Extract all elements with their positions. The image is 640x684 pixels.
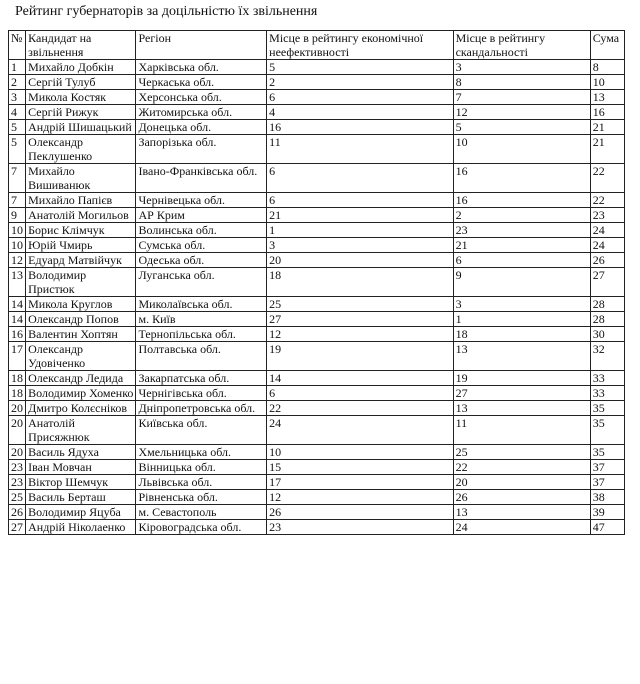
cell-region: Харківська обл.	[136, 60, 267, 75]
table-row	[9, 120, 625, 135]
cell-candidate: Анатолій Присяжнюк	[26, 416, 136, 445]
cell-number: 18	[9, 371, 26, 386]
cell-region: Одеська обл.	[136, 253, 267, 268]
cell-economic-rank: 3	[267, 238, 453, 253]
cell-region: Херсонська обл.	[136, 90, 267, 105]
cell-sum: 47	[590, 520, 624, 535]
cell-region: Закарпатська обл.	[136, 371, 267, 386]
cell-number: 20	[9, 445, 26, 460]
table-row	[9, 105, 625, 120]
cell-region: Житомирська обл.	[136, 105, 267, 120]
cell-region: Черкаська обл.	[136, 75, 267, 90]
cell-scandal-rank: 1	[453, 312, 590, 327]
cell-sum: 30	[590, 327, 624, 342]
cell-economic-rank: 27	[267, 312, 453, 327]
cell-region: Сумська обл.	[136, 238, 267, 253]
cell-number: 3	[9, 90, 26, 105]
cell-economic-rank: 19	[267, 342, 453, 371]
cell-sum: 22	[590, 164, 624, 193]
cell-region: Львівська обл.	[136, 475, 267, 490]
cell-candidate: Іван Мовчан	[26, 460, 136, 475]
table-row	[9, 445, 625, 460]
cell-region: Запорізька обл.	[136, 135, 267, 164]
cell-region: Чернігівська обл.	[136, 386, 267, 401]
cell-scandal-rank: 22	[453, 460, 590, 475]
cell-economic-rank: 5	[267, 60, 453, 75]
cell-number: 17	[9, 342, 26, 371]
cell-sum: 38	[590, 490, 624, 505]
cell-candidate: Олександр Пеклушенко	[26, 135, 136, 164]
cell-number: 5	[9, 135, 26, 164]
cell-sum: 23	[590, 208, 624, 223]
cell-economic-rank: 1	[267, 223, 453, 238]
cell-scandal-rank: 13	[453, 401, 590, 416]
cell-sum: 33	[590, 371, 624, 386]
table-row	[9, 135, 625, 164]
cell-sum: 24	[590, 238, 624, 253]
cell-candidate: Михайло Вишиванюк	[26, 164, 136, 193]
cell-candidate: Володимир Хоменко	[26, 386, 136, 401]
cell-sum: 13	[590, 90, 624, 105]
table-row	[9, 327, 625, 342]
table-row	[9, 75, 625, 90]
cell-scandal-rank: 27	[453, 386, 590, 401]
table-row	[9, 238, 625, 253]
cell-scandal-rank: 12	[453, 105, 590, 120]
cell-sum: 28	[590, 312, 624, 327]
cell-scandal-rank: 2	[453, 208, 590, 223]
cell-candidate: Анатолій Могильов	[26, 208, 136, 223]
cell-economic-rank: 10	[267, 445, 453, 460]
cell-economic-rank: 18	[267, 268, 453, 297]
cell-economic-rank: 25	[267, 297, 453, 312]
table-row	[9, 60, 625, 75]
table-row	[9, 297, 625, 312]
cell-scandal-rank: 20	[453, 475, 590, 490]
cell-economic-rank: 6	[267, 90, 453, 105]
header-region: Регіон	[136, 31, 267, 60]
cell-sum: 35	[590, 401, 624, 416]
header-number: №	[9, 31, 26, 60]
cell-scandal-rank: 26	[453, 490, 590, 505]
cell-region: м. Київ	[136, 312, 267, 327]
cell-number: 7	[9, 193, 26, 208]
cell-region: АР Крим	[136, 208, 267, 223]
cell-economic-rank: 6	[267, 193, 453, 208]
cell-number: 13	[9, 268, 26, 297]
cell-scandal-rank: 18	[453, 327, 590, 342]
rating-table	[8, 30, 625, 535]
cell-region: Київська обл.	[136, 416, 267, 445]
cell-sum: 21	[590, 120, 624, 135]
cell-candidate: Володимир Пристюк	[26, 268, 136, 297]
cell-economic-rank: 12	[267, 490, 453, 505]
cell-candidate: Борис Клімчук	[26, 223, 136, 238]
cell-sum: 24	[590, 223, 624, 238]
cell-region: Миколаївська обл.	[136, 297, 267, 312]
table-row	[9, 208, 625, 223]
table-row	[9, 460, 625, 475]
cell-economic-rank: 6	[267, 386, 453, 401]
cell-candidate: Михайло Папієв	[26, 193, 136, 208]
cell-economic-rank: 21	[267, 208, 453, 223]
cell-scandal-rank: 3	[453, 297, 590, 312]
cell-scandal-rank: 13	[453, 342, 590, 371]
cell-economic-rank: 22	[267, 401, 453, 416]
cell-sum: 16	[590, 105, 624, 120]
cell-region: Чернівецька обл.	[136, 193, 267, 208]
table-row	[9, 386, 625, 401]
cell-economic-rank: 11	[267, 135, 453, 164]
cell-economic-rank: 26	[267, 505, 453, 520]
cell-candidate: Володимир Яцуба	[26, 505, 136, 520]
cell-number: 18	[9, 386, 26, 401]
cell-scandal-rank: 3	[453, 60, 590, 75]
cell-scandal-rank: 23	[453, 223, 590, 238]
cell-number: 14	[9, 312, 26, 327]
cell-economic-rank: 15	[267, 460, 453, 475]
cell-candidate: Андрій Ніколаенко	[26, 520, 136, 535]
cell-candidate: Олександр Попов	[26, 312, 136, 327]
cell-region: Донецька обл.	[136, 120, 267, 135]
cell-scandal-rank: 6	[453, 253, 590, 268]
cell-number: 20	[9, 416, 26, 445]
cell-candidate: Василь Ядуха	[26, 445, 136, 460]
cell-sum: 35	[590, 416, 624, 445]
cell-number: 10	[9, 238, 26, 253]
table-row	[9, 90, 625, 105]
cell-candidate: Дмитро Колєсніков	[26, 401, 136, 416]
cell-economic-rank: 20	[267, 253, 453, 268]
cell-scandal-rank: 25	[453, 445, 590, 460]
cell-scandal-rank: 5	[453, 120, 590, 135]
cell-scandal-rank: 21	[453, 238, 590, 253]
cell-sum: 8	[590, 60, 624, 75]
cell-region: Івано-Франківська обл.	[136, 164, 267, 193]
cell-region: Дніпропетровська обл.	[136, 401, 267, 416]
cell-number: 2	[9, 75, 26, 90]
cell-candidate: Сергій Рижук	[26, 105, 136, 120]
cell-sum: 21	[590, 135, 624, 164]
cell-region: Тернопільська обл.	[136, 327, 267, 342]
cell-candidate: Андрій Шишацький	[26, 120, 136, 135]
header-sum: Сума	[590, 31, 624, 60]
cell-region: м. Севастополь	[136, 505, 267, 520]
cell-sum: 39	[590, 505, 624, 520]
cell-scandal-rank: 11	[453, 416, 590, 445]
cell-number: 26	[9, 505, 26, 520]
header-candidate: Кандидат на звільнення	[26, 31, 136, 60]
table-row	[9, 164, 625, 193]
cell-economic-rank: 12	[267, 327, 453, 342]
cell-scandal-rank: 13	[453, 505, 590, 520]
header-scandal-rank: Місце в рейтингу скандальності	[453, 31, 590, 60]
cell-scandal-rank: 19	[453, 371, 590, 386]
cell-number: 25	[9, 490, 26, 505]
page-title: Рейтинг губернаторів за доцільністю їх звільнення	[15, 4, 318, 19]
table-row	[9, 193, 625, 208]
cell-candidate: Валентин Хоптян	[26, 327, 136, 342]
cell-scandal-rank: 8	[453, 75, 590, 90]
cell-number: 16	[9, 327, 26, 342]
cell-economic-rank: 2	[267, 75, 453, 90]
cell-number: 1	[9, 60, 26, 75]
table-row	[9, 253, 625, 268]
cell-region: Кіровоградська обл.	[136, 520, 267, 535]
cell-sum: 37	[590, 460, 624, 475]
table-row	[9, 268, 625, 297]
cell-region: Луганська обл.	[136, 268, 267, 297]
cell-economic-rank: 23	[267, 520, 453, 535]
cell-number: 9	[9, 208, 26, 223]
table-row	[9, 416, 625, 445]
table-row	[9, 475, 625, 490]
cell-number: 4	[9, 105, 26, 120]
cell-sum: 28	[590, 297, 624, 312]
cell-candidate: Василь Берташ	[26, 490, 136, 505]
table-row	[9, 312, 625, 327]
table-row	[9, 342, 625, 371]
cell-number: 27	[9, 520, 26, 535]
cell-economic-rank: 4	[267, 105, 453, 120]
cell-economic-rank: 17	[267, 475, 453, 490]
table-row	[9, 371, 625, 386]
cell-sum: 27	[590, 268, 624, 297]
cell-number: 14	[9, 297, 26, 312]
cell-number: 12	[9, 253, 26, 268]
cell-candidate: Віктор Шемчук	[26, 475, 136, 490]
table-row	[9, 401, 625, 416]
cell-economic-rank: 6	[267, 164, 453, 193]
cell-scandal-rank: 16	[453, 164, 590, 193]
cell-region: Рівненська обл.	[136, 490, 267, 505]
cell-region: Полтавська обл.	[136, 342, 267, 371]
cell-scandal-rank: 7	[453, 90, 590, 105]
header-row	[9, 31, 625, 60]
cell-candidate: Едуард Матвійчук	[26, 253, 136, 268]
cell-scandal-rank: 24	[453, 520, 590, 535]
cell-sum: 35	[590, 445, 624, 460]
cell-economic-rank: 24	[267, 416, 453, 445]
cell-sum: 22	[590, 193, 624, 208]
header-economic-rank: Місце в рейтингу економічної неефективності	[267, 31, 453, 60]
cell-candidate: Олександр Удовіченко	[26, 342, 136, 371]
cell-number: 10	[9, 223, 26, 238]
cell-number: 23	[9, 460, 26, 475]
cell-sum: 10	[590, 75, 624, 90]
cell-number: 23	[9, 475, 26, 490]
cell-scandal-rank: 9	[453, 268, 590, 297]
cell-number: 5	[9, 120, 26, 135]
cell-region: Вінницька обл.	[136, 460, 267, 475]
cell-candidate: Сергій Тулуб	[26, 75, 136, 90]
table-row	[9, 223, 625, 238]
cell-sum: 26	[590, 253, 624, 268]
cell-candidate: Михайло Добкін	[26, 60, 136, 75]
cell-sum: 33	[590, 386, 624, 401]
table-row	[9, 490, 625, 505]
table-body	[9, 60, 625, 535]
cell-scandal-rank: 10	[453, 135, 590, 164]
cell-candidate: Олександр Ледида	[26, 371, 136, 386]
cell-economic-rank: 14	[267, 371, 453, 386]
cell-sum: 37	[590, 475, 624, 490]
cell-scandal-rank: 16	[453, 193, 590, 208]
table-row	[9, 520, 625, 535]
cell-economic-rank: 16	[267, 120, 453, 135]
cell-candidate: Юрій Чмирь	[26, 238, 136, 253]
cell-region: Хмельницька обл.	[136, 445, 267, 460]
cell-number: 7	[9, 164, 26, 193]
cell-candidate: Микола Костяк	[26, 90, 136, 105]
table-row	[9, 505, 625, 520]
cell-region: Волинська обл.	[136, 223, 267, 238]
cell-candidate: Микола Круглов	[26, 297, 136, 312]
cell-sum: 32	[590, 342, 624, 371]
cell-number: 20	[9, 401, 26, 416]
